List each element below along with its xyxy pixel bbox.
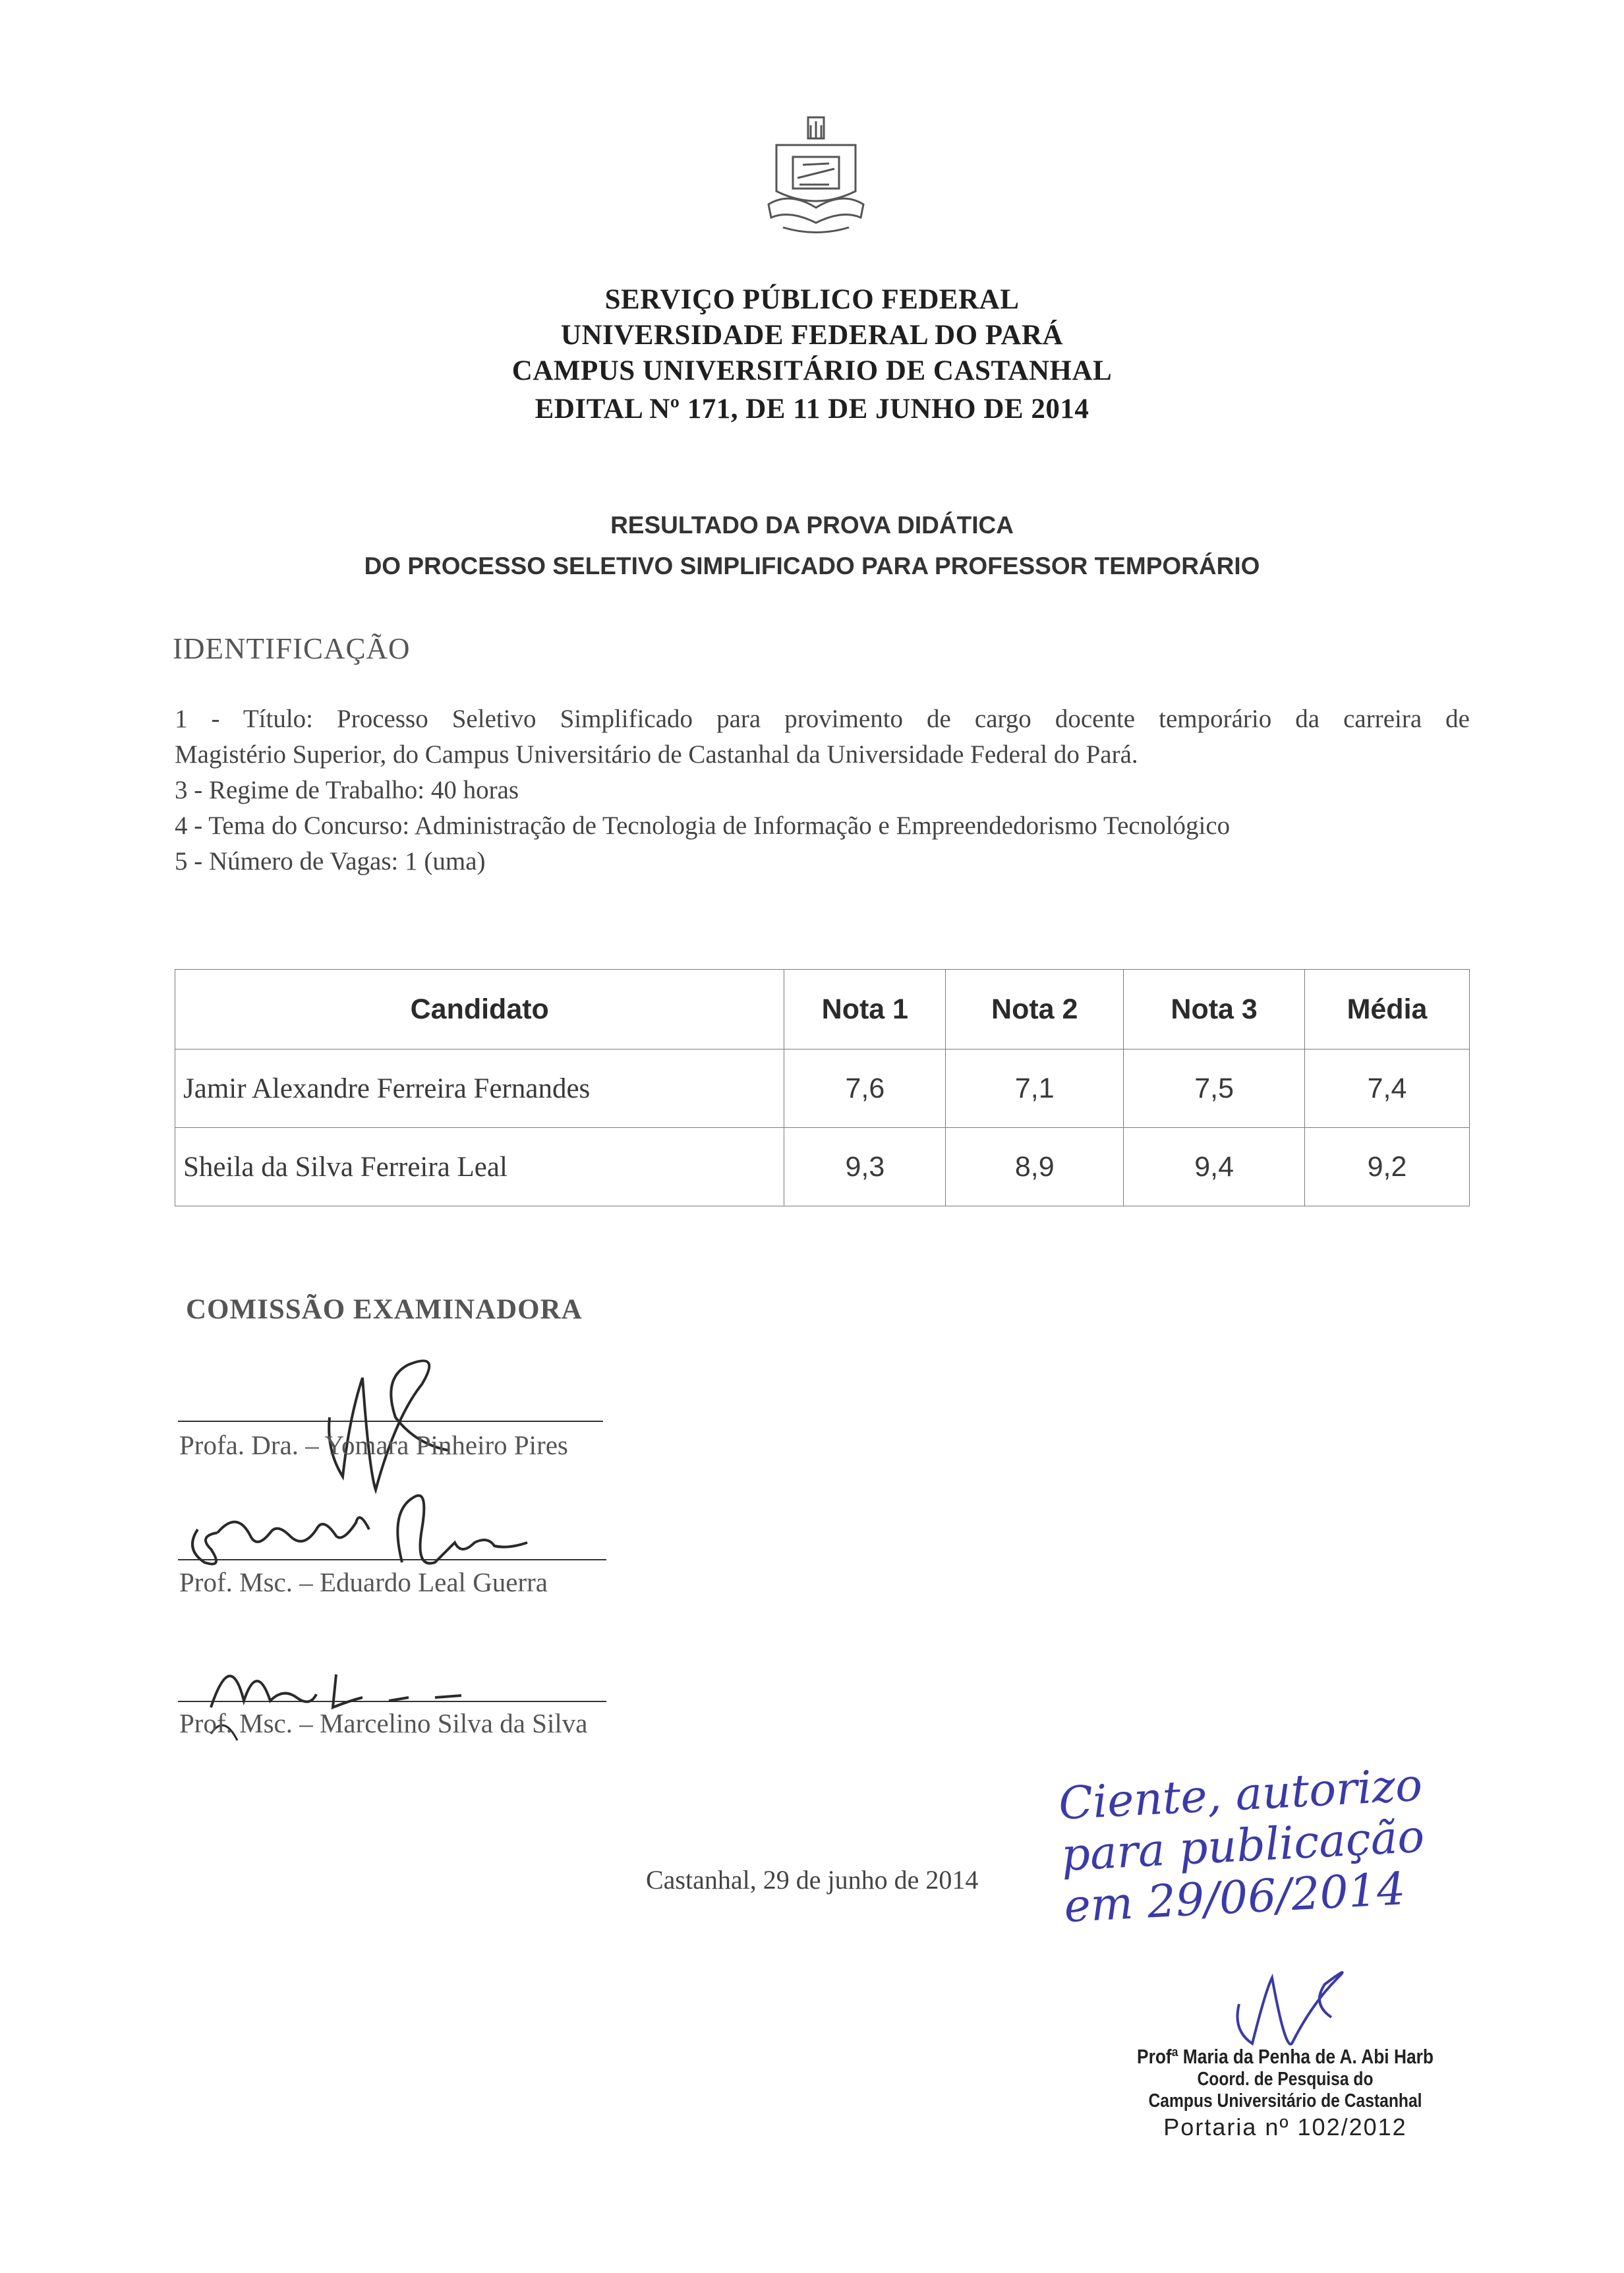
identificacao-list [175,701,1470,879]
results-table [175,969,1470,1206]
nota-1-value: 9,3 [784,1128,946,1206]
place-date: Castanhal, 29 de junho de 2014 [646,1865,979,1895]
coordinator-stamp [1107,2045,1463,2141]
handwritten-line-1: Ciente, autorizo [1057,1759,1424,1831]
header-nota-1: Nota 1 [784,970,946,1049]
item-1-line-2: Magistério Superior, do Campus Universitário de Castanhal da Universidade Federal do Pará. [175,740,1138,769]
subtitle-line-1: RESULTADO DA PROVA DIDÁTICA [610,512,1014,539]
nota-3-value: 9,4 [1124,1128,1305,1206]
nota-1-value: 7,6 [784,1049,946,1128]
candidate-name: Sheila da Silva Ferreira Leal [175,1128,784,1206]
nota-3-value: 7,5 [1124,1049,1305,1128]
handwritten-authorization [1057,1755,1526,1933]
header-line-3: CAMPUS UNIVERSITÁRIO DE CASTANHAL [511,355,1113,386]
stamp-line-3: Campus Universitário de Castanhal [1148,2090,1422,2111]
comissao-heading: COMISSÃO EXAMINADORA [186,1294,583,1325]
item-3: 3 - Regime de Trabalho: 40 horas [175,776,519,804]
table-header-row [175,970,1470,1049]
coordinator-signature [1213,1951,1371,2050]
nota-2-value: 7,1 [946,1049,1124,1128]
member-1-name: Profa. Dra. – Yomara Pinheiro Pires [179,1430,568,1460]
handwritten-line-2: para publicação [1060,1810,1426,1882]
identificacao-heading: IDENTIFICAÇÃO [173,632,411,665]
header-line-2: UNIVERSIDADE FEDERAL DO PARÁ [560,320,1064,351]
media-value: 7,4 [1305,1049,1470,1128]
stamp-line-4: Portaria nº 102/2012 [1163,2113,1407,2140]
subtitle-line-2: DO PROCESSO SELETIVO SIMPLIFICADO PARA PROFESSOR TEMPORÁRIO [364,552,1260,579]
table-row [175,1049,1470,1128]
table-row [175,1128,1470,1206]
header-nota-3: Nota 3 [1124,970,1305,1049]
stamp-line-2: Coord. de Pesquisa do [1197,2069,1374,2090]
edital-title: EDITAL Nº 171, DE 11 DE JUNHO DE 2014 [535,394,1089,425]
member-2-name: Prof. Msc. – Eduardo Leal Guerra [179,1567,548,1597]
header-candidato: Candidato [175,970,784,1049]
university-crest-logo [763,112,869,237]
item-4: 4 - Tema do Concurso: Administração de Tecnologia de Informação e Empreendedorismo Tecnológico [175,812,1231,840]
candidate-name: Jamir Alexandre Ferreira Fernandes [175,1049,784,1128]
header-nota-2: Nota 2 [946,970,1124,1049]
item-1-line-1: 1 - Título: Processo Seletivo Simplificado para provimento de cargo docente temporário da carreira de [175,705,1470,733]
media-value: 9,2 [1305,1128,1470,1206]
header-line-1: SERVIÇO PÚBLICO FEDERAL [604,284,1020,315]
header-media: Média [1305,970,1470,1049]
item-5: 5 - Número de Vagas: 1 (uma) [175,847,486,875]
member-3-name: Prof. Msc. – Marcelino Silva da Silva [179,1708,588,1738]
nota-2-value: 8,9 [946,1128,1124,1206]
stamp-line-1: Profª Maria da Penha de A. Abi Harb [1137,2045,1434,2068]
handwritten-line-3: em 29/06/2014 [1062,1863,1407,1934]
